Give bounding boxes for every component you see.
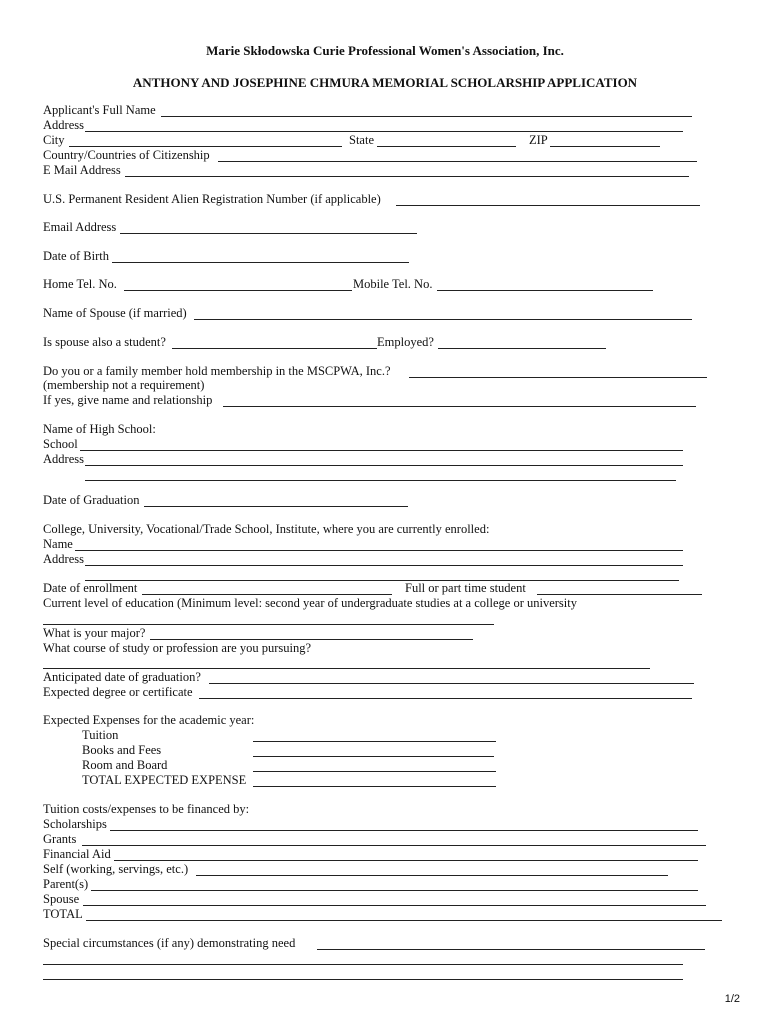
enrollment-label: Date of enrollment — [43, 581, 138, 595]
aid-field[interactable] — [114, 860, 698, 861]
full-part-label: Full or part time student — [405, 581, 526, 595]
expenses-heading: Expected Expenses for the academic year: — [43, 713, 255, 727]
books-field[interactable] — [253, 756, 494, 757]
membership-rel-label: If yes, give name and relationship — [43, 393, 213, 407]
membership-note: (membership not a requirement) — [43, 378, 205, 392]
college-address-field[interactable] — [85, 565, 683, 566]
total-fin-row — [43, 907, 743, 922]
room-label: Room and Board — [82, 758, 168, 772]
employed-field[interactable] — [438, 348, 606, 349]
mobile-tel-label: Mobile Tel. No. — [353, 277, 433, 291]
spouse-name-label: Name of Spouse (if married) — [43, 306, 187, 320]
self-label: Self (working, servings, etc.) — [43, 862, 189, 876]
home-tel-label: Home Tel. No. — [43, 277, 117, 291]
degree-row — [43, 685, 743, 700]
hs-address-row — [43, 452, 743, 467]
scholarships-row — [43, 817, 743, 832]
organization-name: Marie Skłodowska Curie Professional Women's Association, Inc. — [206, 43, 564, 58]
spouse-fin-label: Spouse — [43, 892, 80, 906]
address-label: Address — [43, 118, 84, 132]
course-label: What course of study or profession are you pursuing? — [43, 641, 311, 655]
college-address-line2-row — [43, 567, 743, 582]
total-expense-label: TOTAL EXPECTED EXPENSE — [82, 773, 247, 787]
zip-field[interactable] — [550, 146, 660, 147]
citizenship-field[interactable] — [218, 161, 697, 162]
spouse-student-row — [43, 335, 743, 350]
grants-row — [43, 832, 743, 847]
major-row — [43, 626, 743, 641]
course-field[interactable] — [43, 668, 650, 669]
parents-label: Parent(s) — [43, 877, 89, 891]
membership-note-row — [43, 378, 743, 393]
aid-row — [43, 847, 743, 862]
college-heading: College, University, Vocational/Trade School, Institute, where you are currently enrolled: — [43, 522, 490, 536]
hs-address-line2-row — [43, 467, 743, 482]
expenses-heading-row — [43, 713, 743, 728]
parents-row — [43, 877, 743, 892]
form-title: ANTHONY AND JOSEPHINE CHMURA MEMORIAL SCHOLARSHIP APPLICATION — [132, 75, 638, 90]
major-label: What is your major? — [43, 626, 146, 640]
email1-label: E Mail Address — [43, 163, 121, 177]
high-school-heading-row — [43, 422, 743, 437]
room-field[interactable] — [253, 771, 496, 772]
email2-label: Email Address — [43, 220, 117, 234]
graduation-field[interactable] — [144, 506, 408, 507]
books-label: Books and Fees — [82, 743, 162, 757]
zip-label: ZIP — [529, 133, 548, 147]
course-row — [43, 641, 743, 656]
total-expense-field[interactable] — [253, 786, 496, 787]
special-label: Special circumstances (if any) demonstrating need — [43, 936, 296, 950]
full-name-label: Applicant's Full Name — [43, 103, 156, 117]
total-fin-label: TOTAL — [43, 907, 83, 921]
enrollment-row — [43, 581, 743, 596]
degree-field[interactable] — [199, 698, 692, 699]
scholarships-field[interactable] — [110, 830, 698, 831]
college-address-row — [43, 552, 743, 567]
education-level-field[interactable] — [43, 624, 494, 625]
mobile-tel-field[interactable] — [437, 290, 653, 291]
dob-row — [43, 249, 743, 264]
college-name-label: Name — [43, 537, 73, 551]
education-level-row — [43, 596, 743, 611]
membership-row — [43, 364, 743, 379]
page-number: 1/2 — [724, 993, 740, 1005]
email1-field[interactable] — [125, 176, 689, 177]
alien-reg-field[interactable] — [396, 205, 700, 206]
financing-heading: Tuition costs/expenses to be financed by: — [43, 802, 250, 816]
membership-rel-field[interactable] — [223, 406, 696, 407]
degree-label: Expected degree or certificate — [43, 685, 193, 699]
spouse-fin-row — [43, 892, 743, 907]
city-state-zip-row — [43, 133, 743, 148]
phone-row — [43, 277, 743, 292]
spouse-fin-field[interactable] — [83, 905, 706, 906]
special-line2-field[interactable] — [43, 964, 683, 965]
financing-heading-row — [43, 802, 743, 817]
grants-field[interactable] — [82, 845, 706, 846]
major-field[interactable] — [150, 639, 473, 640]
anticipated-field[interactable] — [209, 683, 694, 684]
hs-address-field[interactable] — [85, 465, 683, 466]
city-label: City — [43, 133, 65, 147]
total-fin-field[interactable] — [86, 920, 722, 921]
full-name-field[interactable] — [161, 116, 692, 117]
dob-field[interactable] — [112, 262, 409, 263]
high-school-heading: Name of High School: — [43, 422, 156, 436]
anticipated-label: Anticipated date of graduation? — [43, 670, 201, 684]
citizenship-label: Country/Countries of Citizenship — [43, 148, 210, 162]
membership-label: Do you or a family member hold membership in the MSCPWA, Inc.? — [43, 364, 391, 378]
alien-reg-label: U.S. Permanent Resident Alien Registration Number (if applicable) — [43, 192, 381, 206]
full-name-row — [43, 103, 743, 118]
college-name-field[interactable] — [75, 550, 683, 551]
spouse-name-row — [43, 306, 743, 321]
school-field[interactable] — [80, 450, 683, 451]
email2-field[interactable] — [120, 233, 417, 234]
address-field[interactable] — [85, 131, 683, 132]
enrollment-field[interactable] — [142, 594, 392, 595]
hs-address-label: Address — [43, 452, 84, 466]
education-level-label: Current level of education (Minimum level: second year of undergraduate studies at a college or university — [43, 596, 577, 610]
home-tel-field[interactable] — [124, 290, 352, 291]
room-row — [43, 758, 743, 773]
grants-label: Grants — [43, 832, 77, 846]
anticipated-row — [43, 670, 743, 685]
hs-address-line2-field[interactable] — [85, 480, 676, 481]
special-line3-row — [43, 966, 743, 981]
self-field[interactable] — [196, 875, 668, 876]
spouse-student-field[interactable] — [172, 348, 377, 349]
tuition-field[interactable] — [253, 741, 496, 742]
books-row — [43, 743, 743, 758]
address-row — [43, 118, 743, 133]
spouse-student-label: Is spouse also a student? — [43, 335, 166, 349]
school-row — [43, 437, 743, 452]
special-line2-row — [43, 951, 743, 966]
college-address-label: Address — [43, 552, 84, 566]
state-label: State — [349, 133, 374, 147]
school-label: School — [43, 437, 78, 451]
parents-field[interactable] — [91, 890, 698, 891]
city-field[interactable] — [69, 146, 342, 147]
course-line-row — [43, 655, 743, 670]
tuition-label: Tuition — [82, 728, 119, 742]
membership-rel-row — [43, 393, 743, 408]
citizenship-row — [43, 148, 743, 163]
email1-row — [43, 163, 743, 178]
college-heading-row — [43, 522, 743, 537]
scholarships-label: Scholarships — [43, 817, 107, 831]
email2-row — [43, 220, 743, 235]
special-line3-field[interactable] — [43, 979, 683, 980]
graduation-label: Date of Graduation — [43, 493, 140, 507]
tuition-row — [43, 728, 743, 743]
alien-reg-row — [43, 192, 743, 207]
state-field[interactable] — [377, 146, 516, 147]
full-part-field[interactable] — [537, 594, 702, 595]
employed-label: Employed? — [377, 335, 434, 349]
total-expense-row — [43, 773, 743, 788]
college-name-row — [43, 537, 743, 552]
education-level-line-row — [43, 611, 743, 626]
self-row — [43, 862, 743, 877]
special-field[interactable] — [317, 949, 705, 950]
spouse-name-field[interactable] — [194, 319, 692, 320]
aid-label: Financial Aid — [43, 847, 111, 861]
graduation-row — [43, 493, 743, 508]
special-row — [43, 936, 743, 951]
dob-label: Date of Birth — [43, 249, 109, 263]
